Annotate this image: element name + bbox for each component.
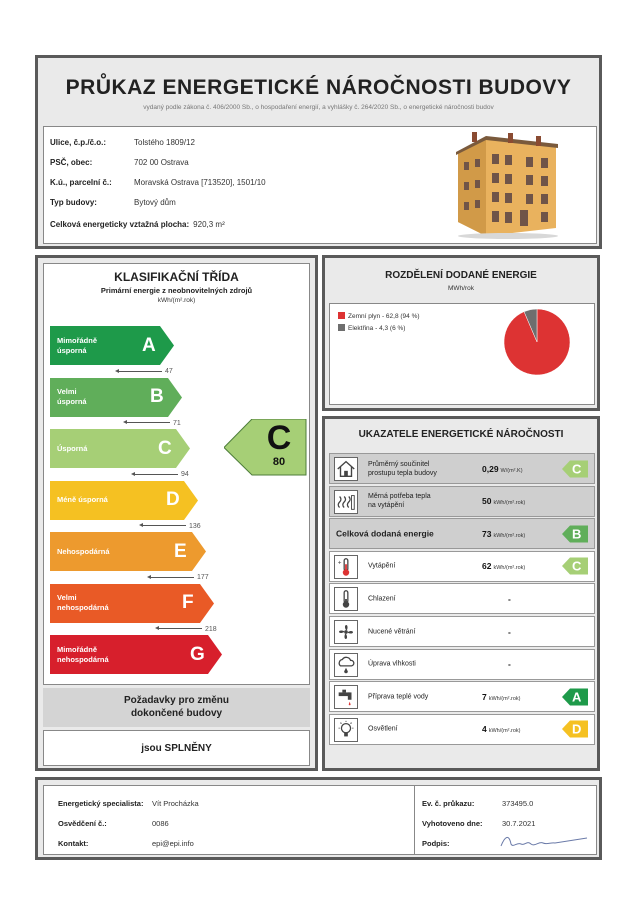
class-letter-a: A xyxy=(142,334,156,356)
contact-label: Kontakt: xyxy=(58,839,89,848)
specialist-value: Vít Procházka xyxy=(152,799,199,808)
class-arrow-d xyxy=(50,481,198,520)
class-label-line-1: Velmi xyxy=(57,387,77,396)
indicator-row xyxy=(329,714,595,745)
indicator-value xyxy=(508,659,511,669)
indicator-label xyxy=(368,460,437,478)
faucet-icon xyxy=(334,685,358,709)
indicator-label-line-2: prostupu tepla budovy xyxy=(368,469,437,477)
classification-title: KLASIFIKAČNÍ TŘÍDA xyxy=(114,270,239,284)
indicator-value xyxy=(508,627,511,637)
class-label-c xyxy=(57,444,87,454)
distribution-unit: MWh/rok xyxy=(448,285,474,292)
class-letter-e: E xyxy=(174,540,187,562)
current-class-letter: C xyxy=(266,419,292,457)
indicator-class-letter: B xyxy=(572,526,582,542)
threshold-arrow-icon xyxy=(150,577,194,578)
class-label-a xyxy=(57,336,97,356)
indicator-label xyxy=(368,492,431,510)
fan-icon xyxy=(334,620,358,644)
class-letter-g: G xyxy=(190,643,205,665)
indicator-class-badge xyxy=(562,558,588,575)
signature-row xyxy=(422,839,502,848)
area-label: Celková energeticky vztažná plocha: xyxy=(50,220,190,229)
signature-image xyxy=(499,832,589,852)
class-label-line-1: Úsporná xyxy=(57,443,88,453)
cloud-drop-icon xyxy=(334,653,358,677)
indicators-panel xyxy=(322,416,600,771)
certificate-row xyxy=(58,819,169,828)
area-row xyxy=(50,220,225,229)
legend-item-gas xyxy=(338,312,420,320)
indicator-unit: kWh/(m².rok) xyxy=(493,500,526,507)
signature-label: Podpis: xyxy=(422,839,450,848)
classification-unit: kWh/(m².rok) xyxy=(157,297,196,304)
class-arrow-e xyxy=(50,532,206,571)
certificate-value: 0086 xyxy=(152,819,169,828)
indicator-class-letter: A xyxy=(572,689,582,705)
class-arrow-a xyxy=(50,326,174,365)
class-threshold xyxy=(150,574,209,581)
class-label-d xyxy=(57,495,108,505)
legend-label-gas: Zemní plyn - 62,8 (94 %) xyxy=(348,313,420,320)
indicator-label-line-1: Průměrný součinitel xyxy=(368,460,430,468)
class-label-b xyxy=(57,387,87,407)
indicator-label-line-1: Příprava teplé vody xyxy=(368,693,429,701)
lightbulb-icon xyxy=(334,718,358,742)
class-label-e xyxy=(57,547,110,557)
indicator-label-line-2: na vytápění xyxy=(368,502,405,510)
evidence-label: Ev. č. průkazu: xyxy=(422,799,475,808)
footer-panel xyxy=(35,777,602,860)
classification-panel xyxy=(35,255,318,771)
type-row xyxy=(50,198,176,207)
class-letter-d: D xyxy=(166,489,180,510)
legend-item-electricity xyxy=(338,324,405,332)
evidence-row xyxy=(422,799,533,808)
indicator-class-letter: D xyxy=(572,721,582,737)
class-label-f xyxy=(57,593,109,613)
class-threshold xyxy=(134,471,189,478)
indicator-class-badge xyxy=(562,525,588,542)
indicator-number: - xyxy=(508,626,511,637)
indicator-label-line-1: Osvětlení xyxy=(368,725,398,733)
indicator-label xyxy=(336,529,434,538)
indicator-class-badge xyxy=(562,721,588,738)
distribution-pie-chart xyxy=(502,307,572,377)
indicator-number: - xyxy=(508,593,511,604)
threshold-value: 71 xyxy=(173,419,181,427)
indicator-number: 0,29 xyxy=(482,463,499,474)
threshold-value: 136 xyxy=(189,522,201,530)
threshold-arrow-icon xyxy=(158,628,202,629)
energy-distribution-panel xyxy=(322,255,600,411)
indicator-number: 62 xyxy=(482,561,492,572)
class-label-line-2: nehospodárná xyxy=(57,603,109,612)
indicator-number: 4 xyxy=(482,724,487,735)
psc-row xyxy=(50,158,189,167)
street-value: Tolstého 1809/12 xyxy=(134,138,195,147)
indicator-number: 7 xyxy=(482,691,487,702)
street-label: Ulice, č.p./č.o.: xyxy=(50,138,107,147)
indicator-row xyxy=(329,486,595,517)
footer-box xyxy=(43,785,597,855)
indicator-label xyxy=(368,692,428,701)
class-label-line-1: Velmi xyxy=(57,593,77,602)
footer-divider xyxy=(414,786,415,854)
threshold-value: 218 xyxy=(205,625,217,633)
class-label-line-1: Mimořádně xyxy=(57,644,98,654)
page-title: PRŮKAZ ENERGETICKÉ NÁROČNOSTI BUDOVY xyxy=(65,76,572,99)
current-class-marker xyxy=(224,419,307,476)
indicator-row xyxy=(329,681,595,712)
indicator-label-line-1: Celková dodaná energie xyxy=(336,528,434,539)
date-row xyxy=(422,819,535,828)
class-label-line-1: Nehospodárná xyxy=(57,546,110,556)
psc-value: 702 00 Ostrava xyxy=(134,158,189,167)
indicator-class-letter: C xyxy=(572,461,582,476)
threshold-arrow-icon xyxy=(118,371,162,372)
building-illustration xyxy=(448,132,558,240)
classification-subtitle: Primární energie z neobnovitelných zdrojů xyxy=(100,286,253,295)
house-icon xyxy=(334,457,358,481)
class-arrow-f xyxy=(50,584,214,623)
classification-scale xyxy=(43,263,310,685)
indicator-value xyxy=(482,529,525,539)
class-arrow-g xyxy=(50,635,222,674)
indicator-label-line-1: Nucené větrání xyxy=(368,628,416,635)
contact-row xyxy=(58,839,194,848)
class-threshold xyxy=(158,626,217,633)
date-value: 30.7.2021 xyxy=(502,819,536,828)
threshold-arrow-icon xyxy=(126,422,170,423)
heat-waves-icon xyxy=(334,490,358,514)
indicator-row xyxy=(329,518,595,549)
indicator-row xyxy=(329,583,595,614)
indicator-class-badge xyxy=(562,460,588,477)
certificate-label: Osvědčení č.: xyxy=(58,819,107,828)
indicator-label-line-1: Úprava vlhkosti xyxy=(368,660,416,668)
indicator-row xyxy=(329,551,595,582)
cold-thermometer-icon xyxy=(334,587,358,611)
class-label-line-2: úsporná xyxy=(57,397,87,406)
class-label-line-2: nehospodárná xyxy=(57,654,109,664)
class-threshold xyxy=(126,420,181,427)
requirements-result: jsou SPLNĚNY xyxy=(43,730,310,766)
indicator-number: 73 xyxy=(482,528,492,539)
distribution-chart-box xyxy=(329,303,595,405)
indicator-value xyxy=(482,724,521,734)
thermometer-icon xyxy=(334,555,358,579)
indicator-unit: kWh/(m².rok) xyxy=(488,728,521,735)
class-label-line-1: Méně úsporná xyxy=(57,495,108,504)
indicator-label xyxy=(368,562,395,571)
class-letter-b: B xyxy=(150,386,164,407)
evidence-value: 373495.0 xyxy=(502,799,534,808)
indicator-number: - xyxy=(508,659,511,670)
threshold-value: 94 xyxy=(181,471,189,478)
header-panel xyxy=(35,55,602,249)
indicator-value xyxy=(482,464,523,474)
indicators-title: UKAZATELE ENERGETICKÉ NÁROČNOSTI xyxy=(358,429,564,440)
page-subtitle: vydaný podle zákona č. 406/2000 Sb., o hospodaření energií, a vyhlášky č. 264/2020 Sb., o energetické náročnosti budov xyxy=(143,104,494,111)
requirements-line-2: dokončené budovy xyxy=(130,708,223,719)
indicator-unit: kWh/(m².rok) xyxy=(493,565,526,572)
specialist-row xyxy=(58,799,199,808)
ku-value: Moravská Ostrava [713520], 1501/10 xyxy=(134,178,266,187)
ku-label: K.ú., parcelní č.: xyxy=(50,178,112,187)
indicator-label xyxy=(368,660,416,669)
contact-value: epi@epi.info xyxy=(152,839,194,848)
current-class-value: 80 xyxy=(272,456,286,468)
legend-swatch-gas xyxy=(338,312,345,319)
threshold-arrow-icon xyxy=(142,525,186,526)
building-info-box xyxy=(43,126,597,244)
indicator-value xyxy=(482,692,521,702)
indicator-row xyxy=(329,649,595,680)
area-value: 920,3 m² xyxy=(193,220,225,229)
class-label-g xyxy=(57,645,109,665)
ku-row xyxy=(50,178,266,187)
legend-swatch-electricity xyxy=(338,324,345,331)
legend-label-electricity: Elektřina - 4,3 (6 %) xyxy=(348,325,406,332)
class-threshold xyxy=(142,523,201,530)
class-label-line-1: Mimořádně xyxy=(57,335,98,345)
class-letter-c: C xyxy=(158,437,172,459)
indicator-unit: kWh/(m².rok) xyxy=(493,532,526,539)
indicator-unit: kWh/(m².rok) xyxy=(488,695,521,702)
class-label-line-2: úsporná xyxy=(57,345,87,355)
class-arrow-c xyxy=(50,429,190,468)
indicator-label xyxy=(368,627,415,636)
specialist-label: Energetický specialista: xyxy=(58,799,144,808)
psc-label: PSČ, obec: xyxy=(50,158,93,167)
indicator-number: 50 xyxy=(482,496,492,507)
indicator-row xyxy=(329,616,595,647)
threshold-arrow-icon xyxy=(134,474,178,475)
indicator-label xyxy=(368,594,396,603)
requirements-line-1: Požadavky pro změnu xyxy=(123,695,230,706)
indicator-label-line-1: Chlazení xyxy=(368,595,396,603)
indicator-value xyxy=(508,594,511,604)
type-label: Typ budovy: xyxy=(50,198,97,207)
street-row xyxy=(50,138,195,147)
threshold-value: 177 xyxy=(197,574,209,581)
requirements-box xyxy=(43,688,310,727)
threshold-value: 47 xyxy=(165,368,173,375)
type-value: Bytový dům xyxy=(134,198,176,207)
indicator-value xyxy=(482,496,525,506)
indicator-class-letter: C xyxy=(572,558,582,574)
indicator-row xyxy=(329,453,595,484)
indicator-unit: W/(m².K) xyxy=(500,467,523,474)
date-label: Vyhotoveno dne: xyxy=(422,819,483,828)
distribution-title: ROZDĚLENÍ DODANÉ ENERGIE xyxy=(385,270,537,281)
indicator-label-line-1: Vytápění xyxy=(368,562,396,570)
svg-text:+: + xyxy=(337,559,342,567)
class-letter-f: F xyxy=(182,592,194,613)
indicator-class-badge xyxy=(562,688,588,705)
indicator-label-line-1: Měrná potřeba tepla xyxy=(368,493,431,501)
indicator-label xyxy=(368,725,398,734)
class-arrow-b xyxy=(50,378,182,417)
class-threshold xyxy=(118,368,173,375)
indicator-value xyxy=(482,561,525,571)
